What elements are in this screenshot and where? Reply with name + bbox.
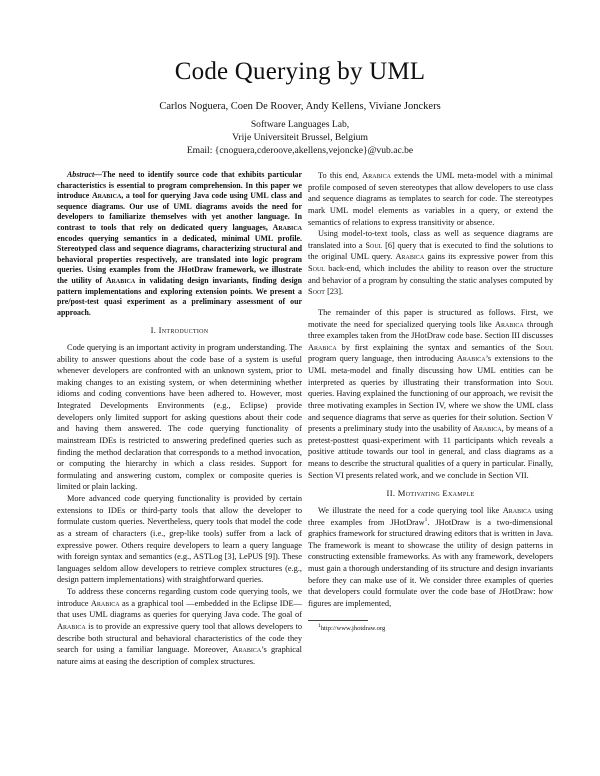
text-run: Using model-to-text tools, class as well as sequence diagrams are translated into a (308, 229, 553, 250)
motivating-paragraph (308, 505, 553, 610)
text-run: extends the UML meta-model with a minimal profile composed of seven stereotypes that allow developers to use class and sequence diagrams as templates to search for code. The stereotypes mark UML model elements as variables in a query, or extend the semantics of relations to express transitivity or absence. (308, 171, 553, 227)
text-run: through three examples taken from the JHotDraw code base. Section III discusses (308, 319, 554, 341)
right-paragraph-2 (308, 228, 553, 298)
soul-name: Soul (308, 264, 325, 273)
tool-name: Arabica (362, 171, 391, 180)
text-run: , by means of a pretest-posttest quasi-experiment with 11 participants which reveals a positive attitude towards our tool in general, and class diagrams as a means to describe the structural qualities of a query in particular. Finally, Section VI presents related work, and we conclude in Section VII. (308, 424, 553, 480)
section-heading-introduction: I. Introduction (150, 325, 209, 336)
text-run: program query language, then introducing (308, 354, 457, 364)
author-list: Carlos Noguera, Coen De Roover, Andy Kellens, Viviane Jonckers (159, 101, 441, 112)
footnote-url: http://www.jhotdraw.org (320, 624, 386, 632)
affiliation-university: Vrije Universiteit Brussel, Belgium (232, 132, 368, 143)
footnote-marker: 1 (424, 516, 428, 523)
abstract-text-4: in validating design invariants, finding design pattern implementations and exploring extension points. We present a pre/post-test quasi experiment as a preliminary assessment of our approach. (57, 275, 302, 317)
affiliation-lab: Software Languages Lab, (250, 119, 350, 130)
tool-name: Arabica (232, 645, 262, 655)
text-run: as a graphical tool —embedded in the Eclipse IDE— that uses UML diagrams as queries for querying Java code. The goal of (57, 598, 302, 620)
paper-title: Code Querying by UML (174, 58, 426, 85)
text-run: by first explaining the syntax and semantics of the (336, 342, 537, 352)
text-run: [6] query that is executed to find the solutions to the original UML query. (308, 240, 553, 262)
right-paragraph-3 (308, 307, 553, 481)
text-run: using three examples from JHotDraw (308, 505, 553, 527)
footnote-divider (308, 620, 368, 621)
abstract-label: Abstract— (67, 170, 103, 179)
tool-name: Arabica (495, 319, 524, 329)
abstract-text-3: encodes querying semantics in a dedicated, minimal UML profile. Stereotyped class and sequence diagrams, characterizing structural and behavioral properties respectively, are translated into logic program queries. Using examples from the JHotDraw framework, we illustrate the utility of (57, 233, 302, 285)
footnote-number: 1 (318, 622, 321, 629)
tool-name: Arabica (105, 275, 136, 285)
abstract-text-2: , a tool for querying Java code using UML class and sequence diagrams. Our use of UML diagrams avoids the need for developers to familiarize themselves with yet another language. In contrast to tools that rely on dedicated query languages, (57, 191, 302, 232)
tool-name: Arabica (272, 222, 302, 232)
tool-name: Arabica (308, 342, 337, 352)
soul-name: Soul (536, 342, 553, 352)
intro-paragraph-1: Code querying is an important activity in program understanding. The ability to answer questions about the code base of a system is useful whenever developers are confronted with an unknown system, prior to making changes to an existing system, or when determining whether idioms and coding conventions have been adhered to. However, most Integrated Developments Environments (e.g., Eclipse) provide developers only limited support for asking questions about their code and having them answered. The code querying functionality of mainstream IDEs is restricted to answering predefined queries such as finding the method declaration that corresponds to a method invocation, or computing the hierarchy in which a class resides. Support for formulating and answering custom, complex or composite queries is limited or plain lacking. (57, 342, 302, 492)
text-run: queries. Having explained the functioning of our approach, we revisit the three motivating examples in Section IV, where we show the UML class and sequence diagrams that serve as queries for their solution. Section V presents a preliminary study into the usability of (308, 389, 553, 434)
abstract (57, 170, 302, 318)
text-run: To this end, (318, 171, 363, 180)
soul-name: Soul (365, 240, 383, 250)
tool-name: Arabica (472, 424, 502, 434)
intro-paragraph-3 (57, 586, 302, 667)
tool-name: Arabica (502, 505, 532, 515)
tool-name: Arabica (395, 252, 425, 262)
tool-name: Arabica (57, 621, 86, 631)
right-paragraph-1 (308, 170, 553, 228)
affiliation-email: Email: {cnoguera,cderoove,akellens,vejoncke}@vub.ac.be (186, 145, 414, 156)
footnote (308, 624, 553, 633)
section-heading-motivating-example: II. Motivating Example (386, 488, 475, 499)
text-run: ’s graphical nature aims at easing the description of complex structures. (57, 645, 302, 666)
text-run: [23]. (324, 287, 344, 297)
right-column (308, 170, 553, 633)
text-run: ’s extensions to the UML meta-model and finally discussing how UML entities can be interpreted as queries by illustrating their transformation into (308, 354, 553, 387)
tool-name: Arabica (456, 354, 486, 364)
text-run: To address these concerns regarding custom code querying tools, we introduce (57, 587, 302, 608)
abstract-text-1: The need to identify source code that exhibits particular characteristics is essential to program comprehension. In this paper we introduce (57, 170, 302, 201)
tool-name: Arabica (91, 191, 122, 201)
text-run: The remainder of this paper is structured as follows. First, we motivate the need for specialized querying tools like (308, 307, 553, 329)
text-run: We illustrate the need for a code querying tool like (318, 505, 503, 515)
intro-paragraph-2: More advanced code querying functionality is provided by certain extensions to IDEs or third-party tools that allow the developer to formulate custom queries. Nevertheless, query tools that model the code as a stream of characters (i.e., grep-like tools) suffer from a lack of expressive power. Others require developers to learn a query language with foreign syntax and semantics (e.g., ASTLog [3], LePUS [9]). These languages seldom allow developers to retrieve complex structures (e.g., design pattern implementations) with straightforward queries. (57, 494, 302, 585)
left-column (57, 170, 302, 667)
soot-name: Soot (308, 287, 325, 297)
tool-name: Arabica (90, 598, 120, 608)
text-run: is to provide an expressive query tool that allows developers to describe both structural and behavioral characteristics of the code they search for using a familiar language. Moreover, (57, 621, 302, 655)
text-run: . JHotDraw is a two-dimensional graphics framework for structured drawing editors that is written in Java. The framework is meant to showcase the utility of design patterns in constructing extensible frameworks. As with any framework, developers must gain a thorough understanding of its structure and design invariants before they can make use of it. We consider three examples of queries that developers could formulate over the code base of JHotDraw: how figures are implemented, (308, 517, 553, 608)
text-run: gains its expressive power from this (424, 252, 553, 262)
text-run: back-end, which includes the ability to reason over the structure and behavior of a program by consulting the static analyses computed by (308, 264, 553, 285)
soul-name: Soul (536, 377, 553, 387)
